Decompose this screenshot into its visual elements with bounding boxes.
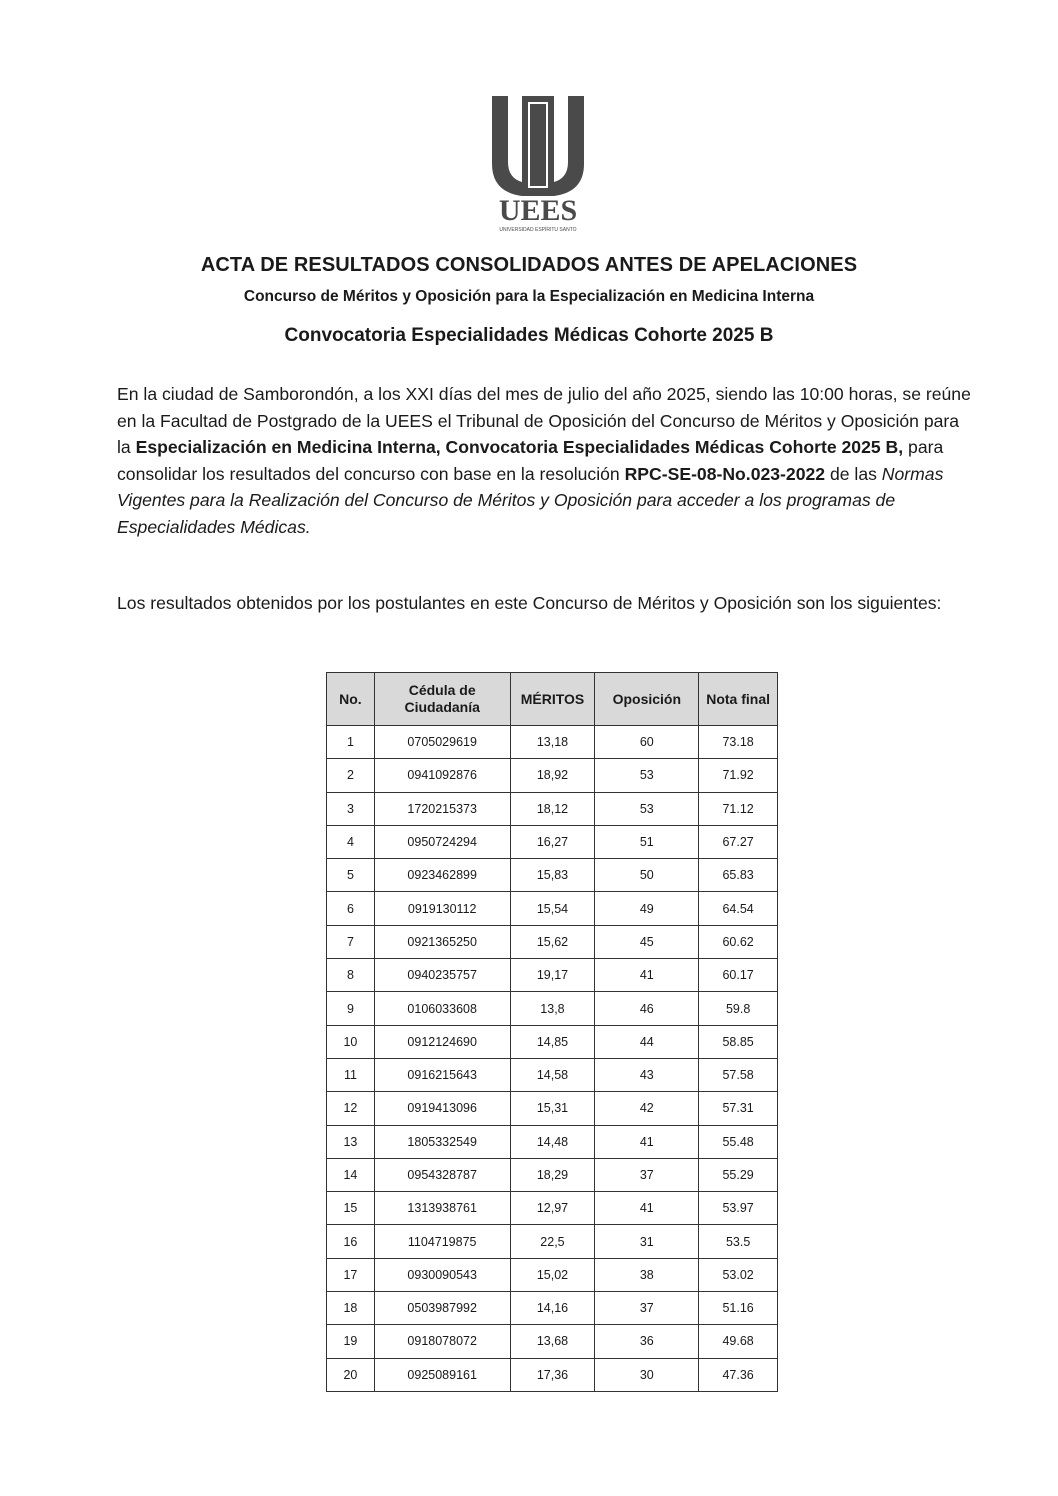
- table-header-row: [327, 673, 778, 726]
- cell-meritos: 22,5: [510, 1225, 595, 1258]
- cell-no: 17: [327, 1258, 375, 1291]
- table-row: [327, 1025, 778, 1058]
- results-intro-paragraph: Los resultados obtenidos por los postulantes en este Concurso de Méritos y Oposición son los siguientes:: [117, 593, 942, 613]
- cell-meritos: 13,18: [510, 726, 595, 759]
- cell-nota-final: 51.16: [699, 1292, 778, 1325]
- cell-oposicion: 50: [595, 859, 699, 892]
- cell-no: 14: [327, 1158, 375, 1191]
- cell-cedula: 0919413096: [374, 1092, 510, 1125]
- cell-nota-final: 73.18: [699, 726, 778, 759]
- cell-cedula: 1104719875: [374, 1225, 510, 1258]
- cell-meritos: 13,68: [510, 1325, 595, 1358]
- cell-cedula: 0705029619: [374, 726, 510, 759]
- logo-text: UEES: [498, 194, 578, 227]
- table-row: [327, 759, 778, 792]
- cell-oposicion: 41: [595, 1192, 699, 1225]
- cell-oposicion: 31: [595, 1225, 699, 1258]
- cell-oposicion: 53: [595, 792, 699, 825]
- intro-text-1: En la ciudad de Samborondón, a los XXI días del mes de julio del año 2025, siendo las 10:00 horas, se reúne en la Facultad de Postgrado de la UEES el Tribunal de Oposición del Concurso de Méritos y Oposición para la: [117, 384, 971, 457]
- cell-oposicion: 46: [595, 992, 699, 1025]
- header-oposicion: Oposición: [595, 673, 699, 726]
- cell-cedula: 0916215643: [374, 1058, 510, 1091]
- cell-nota-final: 65.83: [699, 859, 778, 892]
- cell-cedula: 1805332549: [374, 1125, 510, 1158]
- cell-no: 20: [327, 1358, 375, 1391]
- cell-nota-final: 67.27: [699, 825, 778, 858]
- table-row: [327, 726, 778, 759]
- cell-cedula: 0923462899: [374, 859, 510, 892]
- header-cedula: Cédula de Ciudadanía: [374, 673, 510, 726]
- cell-no: 7: [327, 925, 375, 958]
- cell-no: 3: [327, 792, 375, 825]
- cell-no: 13: [327, 1125, 375, 1158]
- cell-oposicion: 60: [595, 726, 699, 759]
- table-row: [327, 892, 778, 925]
- cell-oposicion: 36: [595, 1325, 699, 1358]
- cell-cedula: 0921365250: [374, 925, 510, 958]
- cell-cedula: 0941092876: [374, 759, 510, 792]
- cell-oposicion: 51: [595, 825, 699, 858]
- cell-meritos: 17,36: [510, 1358, 595, 1391]
- intro-text-2: para consolidar los resultados del concurso con base en la resolución: [117, 437, 944, 484]
- logo-tagline: UNIVERSIDAD ESPÍRITU SANTO: [499, 227, 577, 233]
- cell-oposicion: 30: [595, 1358, 699, 1391]
- cell-meritos: 18,92: [510, 759, 595, 792]
- table-row: [327, 792, 778, 825]
- cell-no: 6: [327, 892, 375, 925]
- cell-oposicion: 37: [595, 1158, 699, 1191]
- header-nota-final: Nota final: [699, 673, 778, 726]
- convocatoria-heading: Convocatoria Especialidades Médicas Cohorte 2025 B: [284, 325, 774, 346]
- cell-meritos: 14,16: [510, 1292, 595, 1325]
- intro-italic-norms: Normas Vigentes para la Realización del Concurso de Méritos y Oposición para acceder a los programas de Especialidades Médicas.: [117, 463, 944, 537]
- cell-cedula: 0919130112: [374, 892, 510, 925]
- table-row: [327, 925, 778, 958]
- cell-no: 4: [327, 825, 375, 858]
- results-table: [326, 672, 778, 1392]
- cell-nota-final: 53.02: [699, 1258, 778, 1291]
- cell-no: 19: [327, 1325, 375, 1358]
- cell-nota-final: 55.29: [699, 1158, 778, 1191]
- cell-cedula: 1313938761: [374, 1192, 510, 1225]
- cell-meritos: 15,02: [510, 1258, 595, 1291]
- cell-nota-final: 53.5: [699, 1225, 778, 1258]
- cell-nota-final: 57.31: [699, 1092, 778, 1125]
- cell-oposicion: 42: [595, 1092, 699, 1125]
- uees-logo: [478, 92, 598, 234]
- cell-no: 16: [327, 1225, 375, 1258]
- cell-cedula: 0930090543: [374, 1258, 510, 1291]
- cell-meritos: 14,85: [510, 1025, 595, 1058]
- cell-nota-final: 49.68: [699, 1325, 778, 1358]
- cell-oposicion: 44: [595, 1025, 699, 1058]
- cell-meritos: 16,27: [510, 825, 595, 858]
- cell-cedula: 0954328787: [374, 1158, 510, 1191]
- cell-oposicion: 43: [595, 1058, 699, 1091]
- cell-no: 18: [327, 1292, 375, 1325]
- cell-cedula: 0503987992: [374, 1292, 510, 1325]
- cell-no: 2: [327, 759, 375, 792]
- cell-meritos: 15,62: [510, 925, 595, 958]
- table-row: [327, 1158, 778, 1191]
- cell-no: 15: [327, 1192, 375, 1225]
- table-row: [327, 859, 778, 892]
- cell-nota-final: 55.48: [699, 1125, 778, 1158]
- cell-cedula: 0950724294: [374, 825, 510, 858]
- cell-meritos: 15,83: [510, 859, 595, 892]
- cell-oposicion: 38: [595, 1258, 699, 1291]
- cell-cedula: 1720215373: [374, 792, 510, 825]
- cell-meritos: 14,48: [510, 1125, 595, 1158]
- cell-nota-final: 57.58: [699, 1058, 778, 1091]
- cell-meritos: 19,17: [510, 959, 595, 992]
- table-row: [327, 1092, 778, 1125]
- cell-oposicion: 49: [595, 892, 699, 925]
- cell-nota-final: 71.92: [699, 759, 778, 792]
- cell-meritos: 18,29: [510, 1158, 595, 1191]
- cell-nota-final: 64.54: [699, 892, 778, 925]
- cell-oposicion: 41: [595, 959, 699, 992]
- cell-meritos: 12,97: [510, 1192, 595, 1225]
- table-row: [327, 1192, 778, 1225]
- intro-paragraph: [117, 381, 977, 540]
- intro-bold-program: Especialización en Medicina Interna, Convocatoria Especialidades Médicas Cohorte 2025 B,: [135, 437, 904, 457]
- cell-no: 10: [327, 1025, 375, 1058]
- cell-nota-final: 59.8: [699, 992, 778, 1025]
- table-row: [327, 1225, 778, 1258]
- table-row: [327, 1125, 778, 1158]
- cell-no: 12: [327, 1092, 375, 1125]
- document-subtitle: Concurso de Méritos y Oposición para la Especialización en Medicina Interna: [243, 288, 815, 305]
- cell-nota-final: 60.17: [699, 959, 778, 992]
- intro-text-3: de las: [825, 463, 882, 484]
- cell-meritos: 14,58: [510, 1058, 595, 1091]
- cell-cedula: 0106033608: [374, 992, 510, 1025]
- results-table-body: [327, 726, 778, 1392]
- cell-no: 11: [327, 1058, 375, 1091]
- intro-bold-resolution: RPC-SE-08-No.023-2022: [624, 463, 826, 484]
- cell-cedula: 0912124690: [374, 1025, 510, 1058]
- uees-logo-graphic: [478, 92, 598, 234]
- cell-nota-final: 47.36: [699, 1358, 778, 1391]
- cell-nota-final: 58.85: [699, 1025, 778, 1058]
- cell-meritos: 15,54: [510, 892, 595, 925]
- cell-meritos: 15,31: [510, 1092, 595, 1125]
- table-row: [327, 1325, 778, 1358]
- document-title: ACTA DE RESULTADOS CONSOLIDADOS ANTES DE APELACIONES: [200, 254, 858, 276]
- table-row: [327, 959, 778, 992]
- cell-no: 8: [327, 959, 375, 992]
- cell-oposicion: 53: [595, 759, 699, 792]
- cell-cedula: 0940235757: [374, 959, 510, 992]
- cell-meritos: 18,12: [510, 792, 595, 825]
- cell-oposicion: 37: [595, 1292, 699, 1325]
- table-row: [327, 1058, 778, 1091]
- cell-cedula: 0925089161: [374, 1358, 510, 1391]
- table-row: [327, 1358, 778, 1391]
- header-meritos: MÉRITOS: [510, 673, 595, 726]
- cell-oposicion: 41: [595, 1125, 699, 1158]
- cell-nota-final: 71.12: [699, 792, 778, 825]
- table-row: [327, 1292, 778, 1325]
- header-no: No.: [327, 673, 375, 726]
- cell-oposicion: 45: [595, 925, 699, 958]
- cell-cedula: 0918078072: [374, 1325, 510, 1358]
- cell-nota-final: 53.97: [699, 1192, 778, 1225]
- table-row: [327, 1258, 778, 1291]
- cell-no: 5: [327, 859, 375, 892]
- table-row: [327, 825, 778, 858]
- cell-no: 1: [327, 726, 375, 759]
- cell-no: 9: [327, 992, 375, 1025]
- table-row: [327, 992, 778, 1025]
- cell-nota-final: 60.62: [699, 925, 778, 958]
- cell-meritos: 13,8: [510, 992, 595, 1025]
